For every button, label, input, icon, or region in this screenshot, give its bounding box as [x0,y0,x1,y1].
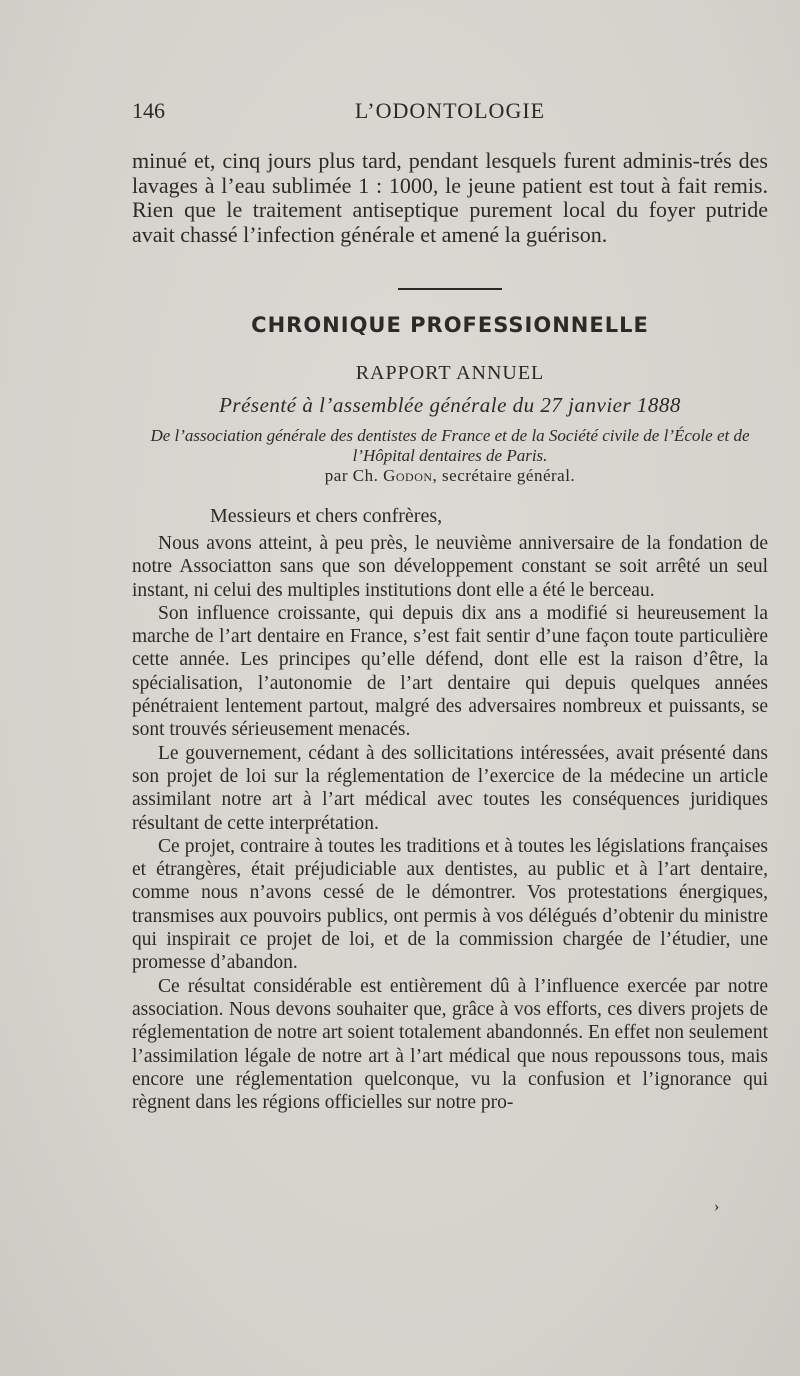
running-title: L’ODONTOLOGIE [354,98,546,123]
author-suffix: , secrétaire général. [432,466,576,485]
presented-line: Présenté à l’assemblée générale du 27 janvier 1888 [219,393,681,417]
body-paragraph: Son influence croissante, qui depuis dix ans a modifié si heureusement la marche de l’art dentaire en France, s’est fait sentir d’une façon toute particulière cette année. Les principes qu’elle défend, dont elle est la raison d’être, la spécialisation, l’autonomie de l’art dentaire qui depuis quelques années pénétraient lentement partout, malgré des adversaires nombreux et puissants, se sont trouvés sérieusement menacés. [132,602,768,741]
author-line [132,466,768,486]
body-paragraph: Le gouvernement, cédant à des sollicitations intéressées, avait présenté dans son projet de loi sur la réglementation de l’exercice de la médecine un article assimilant notre art à l’art médical avec toutes les conséquences juridiques résultant de cette interprétation. [132,742,768,834]
page-header [132,98,768,128]
body-paragraph: Nous avons atteint, à peu près, le neuvième anniversaire de la fondation de notre Associatton sans que son développement constant se soit arrêté un seul instant, ni celui des multiples institutions dont elle a été le berceau. [132,533,768,601]
author-name: Godon [383,466,433,485]
salutation: Messieurs et chers confrères, [210,505,443,527]
body-paragraph: Ce projet, contraire à toutes les traditions et à toutes les législations françaises et étrangères, était préjudiciable aux dentistes, au public et à l’art dentaire, comme nous n’avons cessé de le démontrer. Vos protestations énergiques, transmises aux pouvoirs publics, ont permis à vos délégués d’obtenir du ministre qui inspirait ce projet de loi, et de la commission chargée de l’étudier, une promesse d’abandon. [132,835,768,974]
report-subtitle: RAPPORT ANNUEL [355,362,545,384]
body-paragraph: Ce résultat considérable est entièrement dû à l’influence exercée par notre association. Nous devons souhaiter que, grâce à vos efforts, ces divers projets de réglementation de notre art soient totalement abandonnés. En effet non seulement l’assimilation légale de notre art à l’art médical que nous repoussons tous, mais encore une réglementation quelconque, vu la confusion et l’ignorance qui règnent dans les régions officielles sur notre pro- [132,975,768,1114]
intro-text [132,149,768,247]
footer-mark: › [714,1198,720,1215]
section-title: CHRONIQUE PROFESSIONNELLE [251,313,649,337]
association-line: De l’association générale des dentistes de France et de la Société civile de l’École et de l’Hôpital dentaires de Paris. [150,426,750,465]
section-divider [398,288,502,290]
intro-paragraph: minué et, cinq jours plus tard, pendant lesquels furent adminis-trés des lavages à l’eau sublimée 1 : 1000, le jeune patient est tout à fait remis. Rien que le traitement antiseptique purement local du foyer putride avait chassé l’infection générale et amené la guérison. [132,148,768,247]
author-prefix: par Ch. [324,466,379,485]
report-body [132,532,768,1114]
page-number: 146 [132,98,165,123]
